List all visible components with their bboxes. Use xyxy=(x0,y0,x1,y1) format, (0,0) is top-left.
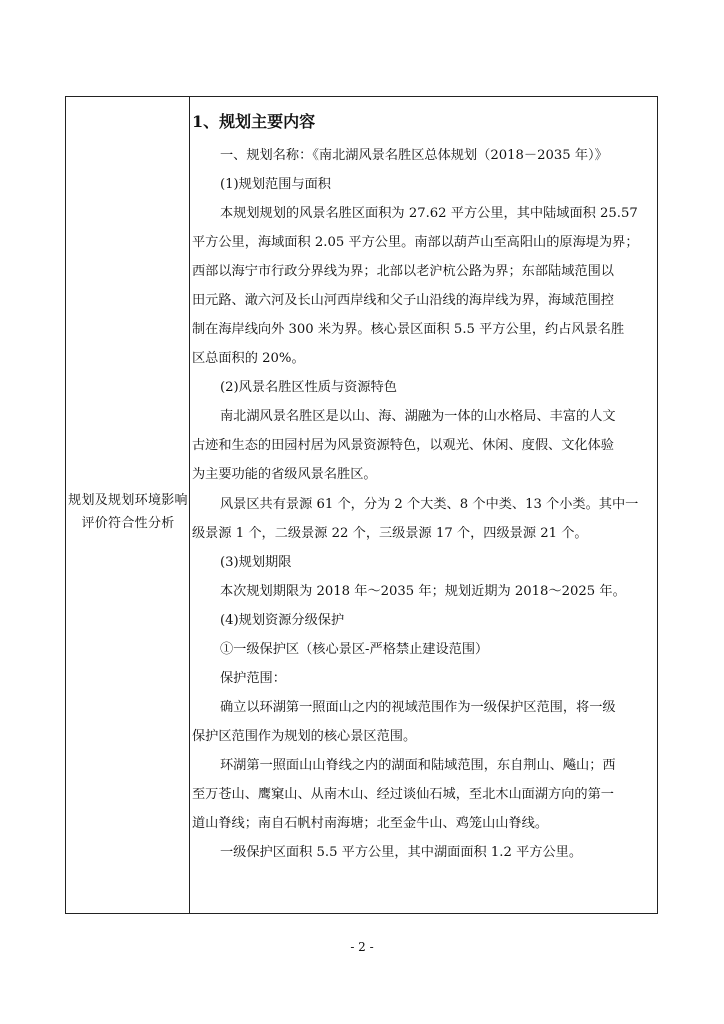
subheading-nature: (2)风景名胜区性质与资源特色 xyxy=(220,380,397,395)
text-line: 南北湖风景名胜区是以山、海、湖融为一体的山水格局、丰富的人文 xyxy=(220,409,616,424)
plan-name-line: 一、规划名称：《南北湖风景名胜区总体规划（2018－2035 年）》 xyxy=(220,148,608,163)
text-line: 区总面积的 20%。 xyxy=(192,351,305,366)
text-line: 为主要功能的省级风景名胜区。 xyxy=(192,467,377,482)
document-table xyxy=(65,96,658,914)
row-label: 规划及规划环境影响评价符合性分析 xyxy=(68,493,188,531)
text-line: 级景源 1 个，二级景源 22 个，三级景源 17 个，四级景源 21 个。 xyxy=(192,526,588,541)
text-line: 保护区范围作为规划的核心景区范围。 xyxy=(192,729,417,744)
text-line: 田元路、澉六河及长山河西岸线和父子山沿线的海岸线为界，海域范围控 xyxy=(192,293,614,308)
text-line: 确立以环湖第一照面山之内的视域范围作为一级保护区范围，将一级 xyxy=(220,700,616,715)
text-line: 西部以海宁市行政分界线为界；北部以老沪杭公路为界；东部陆域范围以 xyxy=(192,264,614,279)
text-line: 保护范围： xyxy=(220,671,286,686)
subheading-protection: (4)规划资源分级保护 xyxy=(220,613,345,628)
text-line: 本规划规划的风景名胜区面积为 27.62 平方公里，其中陆域面积 25.57 xyxy=(220,206,638,221)
text-line: 道山脊线；南自石帆村南海塘；北至金牛山、鸡笼山山脊线。 xyxy=(192,816,549,831)
text-line: 环湖第一照面山山脊线之内的湖面和陆域范围，东自荆山、飚山；西 xyxy=(220,758,616,773)
text-line: 平方公里，海域面积 2.05 平方公里。南部以葫芦山至高阳山的原海堤为界； xyxy=(192,235,639,250)
content-cell xyxy=(190,97,657,913)
subheading-level-one: ①一级保护区（核心景区-严格禁止建设范围） xyxy=(220,642,489,657)
text-line: 至万苍山、鹰窠山、从南木山、经过谈仙石城，至北木山面湖方向的第一 xyxy=(192,787,614,802)
text-line: 一级保护区面积 5.5 平方公里，其中湖面面积 1.2 平方公里。 xyxy=(220,845,583,860)
text-line: 古迹和生态的田园村居为风景资源特色，以观光、休闲、度假、文化体验 xyxy=(192,438,614,453)
text-line: 本次规划期限为 2018 年～2035 年；规划近期为 2018～2025 年。 xyxy=(220,584,626,599)
subheading-period: (3)规划期限 xyxy=(220,555,292,570)
left-column-cell xyxy=(66,97,190,913)
text-line: 制在海岸线向外 300 米为界。核心景区面积 5.5 平方公里，约占风景名胜 xyxy=(192,322,625,337)
text-line: 风景区共有景源 61 个，分为 2 个大类、8 个中类、13 个小类。其中一 xyxy=(220,497,639,512)
page-number: - 2 - xyxy=(350,940,374,954)
section-heading: 1、规划主要内容 xyxy=(192,112,316,131)
subheading-scope: (1)规划范围与面积 xyxy=(220,177,331,192)
